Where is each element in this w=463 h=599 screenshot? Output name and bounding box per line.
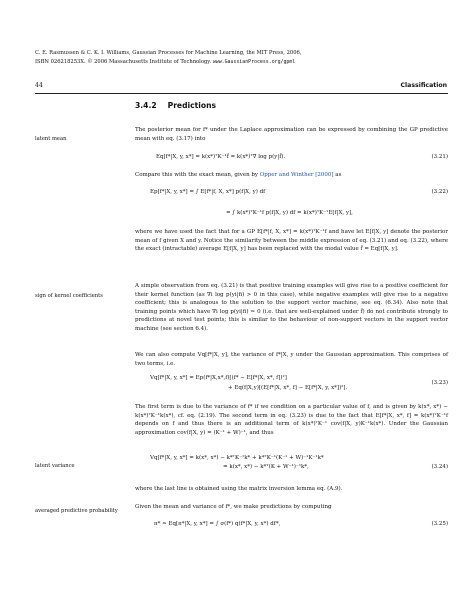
equation-3-24-number: (3.24) (431, 464, 448, 470)
paragraph-2-end: as (333, 172, 342, 178)
paragraph-2-start: Compare this with the exact mean, given by (135, 172, 260, 178)
equation-3-21 (150, 153, 448, 161)
page-header (35, 49, 435, 66)
header-url[interactable]: www.GaussianProcess.org/gpml (212, 58, 296, 65)
equation-3-25-body: π* ≃ Eq[π*|X, y, x*] = ∫ σ(f*) q(f*|X, y, x*) df*, (154, 521, 281, 527)
paragraph-1: The posterior mean for f* under the Laplace approximation can be expressed by combining the GP predictive mean with eq. (3.17) into (135, 127, 448, 142)
header-isbn: ISBN 026218253X. © 2006 Massachusetts Institute of Technology. (35, 58, 213, 65)
section-title: Predictions (167, 101, 217, 110)
header-line-1: C. E. Rasmussen & C. K. I. Williams, Gaussian Processes for Machine Learning, the MIT Press, 2006, (35, 50, 302, 56)
equation-3-23-body-2: + Eq(f|X,y)[(E[f*|X, x*, f] − E[f*|X, y, x*])²]. (228, 385, 348, 391)
citation-link[interactable]: Opper and Winther [2000] (259, 172, 334, 178)
paragraph-8: Given the mean and variance of f*, we make predictions by computing (135, 504, 332, 510)
paragraph-2 (135, 171, 448, 180)
paragraph-7: where the last line is obtained using the matrix inversion lemma eq. (A.9). (135, 486, 343, 492)
equation-3-23-body-1: Vq[f*|X, y, x*] = Ep(f*|X,x*,f)[(f* − E[f*|X, x*, f])²] (150, 375, 287, 381)
equation-3-22-line-2 (150, 209, 448, 217)
page-number: 44 (35, 82, 43, 89)
paragraph-4: A simple observation from eq. (3.21) is that positive training examples will give rise to a positive coefficient for their kernel function (as ∇i log p(yi|fi) > 0 in this case), while negative examples will give rise to a negative coefficient; this is analogous to the solution to the support vector machine, see eq. (6.34). Also note that training points which have ∇i log p(yi|fi) ≃ 0 (i.e. that are well-explained under f̂) do not contribute strongly to predictions at novel test points; this is similar to the behaviour of non-support vectors in the support vector machine (see section 6.4). (135, 283, 448, 332)
margin-note-latent-variance: latent variance (35, 463, 75, 469)
equation-3-24-body-1: Vq[f*|X, y, x*] = k(x*, x*) − k*ᵀK⁻¹k* + k*ᵀK⁻¹(K⁻¹ + W)⁻¹K⁻¹k* (150, 455, 324, 461)
equation-3-23-line-1 (150, 374, 448, 386)
section-number: 3.4.2 (135, 101, 157, 110)
equation-3-22-line-1 (150, 188, 448, 196)
section-heading (135, 101, 216, 110)
equation-3-22-body-2: = ∫ k(x*)ᵀK⁻¹f p(f|X, y) df = k(x*)ᵀK⁻¹E[f|X, y], (226, 210, 353, 216)
equation-3-24-body-2: = k(x*, x*) − k*ᵀ(K + W⁻¹)⁻¹k*, (223, 464, 309, 470)
margin-note-sign-coefficients: sign of kernel coefficients (35, 293, 103, 299)
paragraph-6: The first term is due to the variance of f* if we condition on a particular value of f, and is given by k(x*, x*) − k(x*)ᵀK⁻¹k(x*), cf. eq. (2.19). The second term in eq. (3.23) is due to the fact that E[f*|X, x*, f] = k(x*)ᵀK⁻¹f depends on f and thus there is an additional term of k(x*)ᵀK⁻¹ cov(f|X, y)K⁻¹k(x*). Under the Gaussian approximation cov(f|X, y) = (K⁻¹ + W)⁻¹, and thus (135, 404, 448, 436)
equation-3-22-number: (3.22) (431, 189, 448, 195)
paragraph-3: where we have used the fact that for a GP E[f*|f, X, x*] = k(x*)ᵀK⁻¹f and have let E[f|X, y] denote the posterior mean of f given X and y. Notice the similarity between the middle expression of eq. (3.21) and eq. (3.22), where the exact (intractable) average E[f|X, y] has been replaced with the modal value f̂ = Eq[f|X, y]. (135, 229, 448, 253)
equation-3-25-number: (3.25) (431, 521, 448, 527)
equation-3-25 (150, 520, 448, 528)
margin-note-latent-mean: latent mean (35, 136, 67, 142)
equation-3-22-body-1: Ep[f*|X, y, x*] = ∫ E[f*|f, X, x*] p(f|X, y) df (150, 189, 266, 195)
equation-3-23-number: (3.23) (431, 380, 448, 386)
equation-3-24-line-2 (150, 463, 448, 471)
equation-3-23-line-2 (150, 384, 448, 392)
margin-note-averaged-probability: averaged predictive probability (35, 508, 118, 514)
equation-3-21-number: (3.21) (431, 154, 448, 160)
header-rule (35, 93, 448, 94)
equation-3-24-line-1 (150, 454, 448, 462)
equation-3-21-body: Eq[f*|X, y, x*] = k(x*)ᵀK⁻¹f̂ = k(x*)ᵀ∇ log p(y|f̂). (156, 154, 286, 160)
paragraph-5: We can also compute Vq[f*|X, y], the variance of f*|X, y under the Gaussian approximation. This comprises of two terms, i.e. (135, 352, 448, 367)
chapter-title: Classification (400, 82, 447, 89)
header-line-2 (35, 58, 435, 67)
